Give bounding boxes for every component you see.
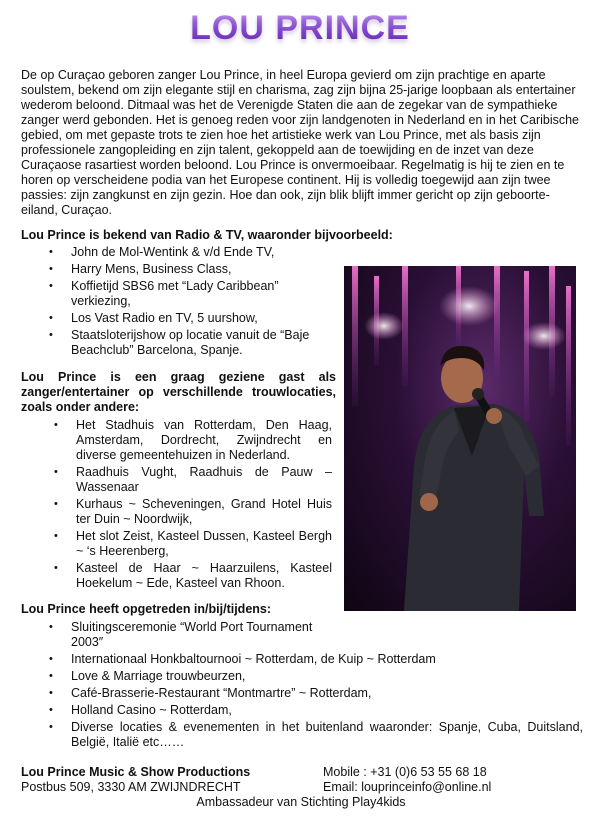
bullet-icon: •	[49, 670, 53, 682]
list-item: • Love & Marriage trouwbeurzen,	[49, 669, 246, 683]
bullet-icon: •	[49, 721, 53, 733]
list-item: • Internationaal Honkbaltournooi ~ Rotterdam, de Kuip ~ Rotterdam	[49, 652, 436, 666]
mobile-number: Mobile : +31 (0)6 53 55 68 18	[323, 765, 487, 779]
list-item: • Diverse locaties & evenementen in het buitenland waaronder: Spanje, Cuba, Duitsland, België, Italië etc……	[49, 720, 583, 749]
bullet-icon: •	[54, 530, 58, 542]
radio-tv-list	[49, 245, 333, 360]
bullet-icon: •	[49, 621, 53, 633]
list-item: • Los Vast Radio en TV, 5 uurshow,	[49, 311, 258, 325]
list-item: • Koffietijd SBS6 met “Lady Caribbean” verkiezing,	[49, 279, 279, 308]
bullet-icon: •	[49, 312, 53, 324]
bullet-icon: •	[54, 466, 58, 478]
bullet-icon: •	[49, 653, 53, 665]
list-item: • Raadhuis Vught, Raadhuis de Pauw – Wassenaar	[54, 465, 332, 494]
bullet-icon: •	[54, 498, 58, 510]
list-item: • John de Mol-Wentink & v/d Ende TV,	[49, 245, 275, 259]
performed-list	[49, 620, 583, 752]
company-name: Lou Prince Music & Show Productions	[21, 765, 251, 779]
bullet-icon: •	[49, 246, 53, 258]
performed-heading: Lou Prince heeft opgetreden in/bij/tijdens:	[21, 602, 272, 616]
bullet-icon: •	[49, 280, 53, 292]
bullet-icon: •	[49, 329, 53, 341]
list-item: • Staatsloterijshow op locatie vanuit de “Baje Beachclub” Barcelona, Spanje.	[49, 328, 310, 357]
bullet-icon: •	[49, 263, 53, 275]
bullet-icon: •	[54, 419, 58, 431]
wedding-list	[54, 418, 332, 593]
performer-photo	[344, 266, 576, 611]
radio-tv-heading: Lou Prince is bekend van Radio & TV, waaronder bijvoorbeeld:	[21, 228, 393, 242]
list-item: • Kasteel de Haar ~ Haarzuilens, Kasteel Hoekelum ~ Ede, Kasteel van Rhoon.	[54, 561, 332, 590]
list-item: • Harry Mens, Business Class,	[49, 262, 232, 276]
ambassador-line: Ambassadeur van Stichting Play4kids	[196, 795, 406, 809]
performer-illustration	[344, 266, 576, 611]
bullet-icon: •	[49, 687, 53, 699]
bullet-icon: •	[49, 704, 53, 716]
contact-footer	[21, 765, 581, 810]
intro-paragraph: De op Curaçao geboren zanger Lou Prince, in heel Europa gevierd om zijn prachtige en aparte soulstem, bekend om zijn elegante stijl en charisma, zag zijn bijna 25-jarige loopbaan als entertainer wederom beloond. Ditmaal was het de Verenigde Staten die aan de zegekar van de sympathieke zanger werd gebonden. Het is genoeg reden voor zijn landgenoten in Nederland en in het Caribische gebied, om met gepaste trots te zien hoe het artistieke werk van Lou Prince, met als basis zijn professionele zangopleiding en zijn talent, gekoppeld aan de toewijding en de inzet van deze Curaçaose rasartiest worden beloond. Lou Prince is onvermoeibaar. Regelmatig is hij te zien en te horen op verscheidene podia van het Europese continent. Hij is volledig toegewijd aan zijn twee passies: zijn zangkunst en zijn gezin. Hoe dan ook, zijn blik blijft immer gericht op zijn geboorte-eiland, Curaçao.	[21, 68, 580, 217]
email-address: Email: louprinceinfo@online.nl	[323, 780, 492, 794]
list-item: • Sluitingsceremonie “World Port Tournament 2003″	[49, 620, 313, 649]
postal-address: Postbus 509, 3330 AM ZWIJNDRECHT	[21, 780, 241, 794]
list-item: • Kurhaus ~ Scheveningen, Grand Hotel Huis ter Duin ~ Noordwijk,	[54, 497, 332, 526]
wedding-heading: Lou Prince is een graag geziene gast als zanger/entertainer op verschillende trouwlocaties, zoals onder andere:	[21, 370, 336, 414]
bullet-icon: •	[54, 562, 58, 574]
list-item: • Café-Brasserie-Restaurant “Montmartre” ~ Rotterdam,	[49, 686, 372, 700]
page-title: LOU PRINCE	[0, 8, 600, 48]
list-item: • Het slot Zeist, Kasteel Dussen, Kasteel Bergh ~ ‘s Heerenberg,	[54, 529, 332, 558]
list-item: • Het Stadhuis van Rotterdam, Den Haag, Amsterdam, Dordrecht, Zwijndrecht en diverse gemeentehuizen in Nederland.	[54, 418, 332, 462]
list-item: • Holland Casino ~ Rotterdam,	[49, 703, 232, 717]
